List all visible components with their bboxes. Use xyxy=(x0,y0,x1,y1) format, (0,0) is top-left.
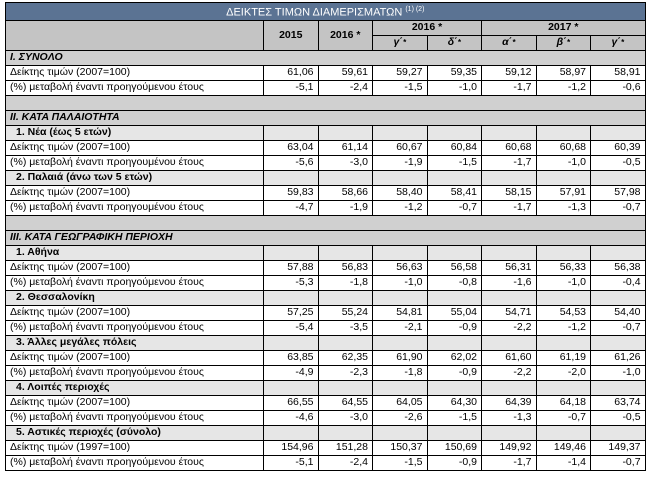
group-blank-cell xyxy=(318,125,373,140)
row-value: -1,5 xyxy=(373,80,428,95)
row-value: 57,88 xyxy=(264,260,319,275)
group-blank-cell xyxy=(318,170,373,185)
row-value: 61,26 xyxy=(591,350,646,365)
row-value: 57,25 xyxy=(264,305,319,320)
group-blank-cell xyxy=(427,425,482,440)
row-value: 59,12 xyxy=(482,65,537,80)
row-value: 64,39 xyxy=(482,395,537,410)
group-blank-cell xyxy=(591,335,646,350)
section-header-row xyxy=(6,110,646,125)
group-title: 1. Νέα (έως 5 ετών) xyxy=(6,125,264,140)
section-spacer xyxy=(6,95,646,110)
row-value: 149,92 xyxy=(482,440,537,455)
row-value: 59,61 xyxy=(318,65,373,80)
row-value: -1,0 xyxy=(373,275,428,290)
row-value: 64,18 xyxy=(536,395,591,410)
row-value: -1,7 xyxy=(482,155,537,170)
group-blank-cell xyxy=(373,335,428,350)
group-header-row xyxy=(6,380,646,395)
group-blank-cell xyxy=(536,425,591,440)
row-label: Δείκτης τιμών (2007=100) xyxy=(6,65,264,80)
row-value: 150,37 xyxy=(373,440,428,455)
group-blank-cell xyxy=(373,425,428,440)
row-value: -1,5 xyxy=(373,455,428,470)
table-title-text: ΔΕΙΚΤΕΣ ΤΙΜΩΝ ΔΙΑΜΕΡΙΣΜΑΤΩΝ xyxy=(226,6,403,19)
table-row xyxy=(6,320,646,335)
row-value: 63,04 xyxy=(264,140,319,155)
group-blank-cell xyxy=(373,380,428,395)
row-label: (%) μεταβολή έναντι προηγουμένου έτους xyxy=(6,155,264,170)
row-value: -5,3 xyxy=(264,275,319,290)
section-title: II. ΚΑΤΑ ΠΑΛΑΙΟΤΗΤΑ xyxy=(6,110,646,125)
row-value: 56,31 xyxy=(482,260,537,275)
group-blank-cell xyxy=(318,380,373,395)
row-value: 64,55 xyxy=(318,395,373,410)
header-year-2016: 2016 * xyxy=(318,20,373,50)
price-index-table xyxy=(5,2,646,471)
row-value: -3,0 xyxy=(318,155,373,170)
section-title: III. ΚΑΤΑ ΓΕΩΓΡΑΦΙΚΗ ΠΕΡΙΟΧΗ xyxy=(6,230,646,245)
row-value: 57,91 xyxy=(536,185,591,200)
group-blank-cell xyxy=(318,290,373,305)
row-value: -5,1 xyxy=(264,80,319,95)
row-value: -1,9 xyxy=(318,200,373,215)
row-value: -1,0 xyxy=(536,155,591,170)
table-row xyxy=(6,410,646,425)
header-quarter: β΄* xyxy=(536,35,591,50)
group-title: 4. Λοιπές περιοχές xyxy=(6,380,264,395)
section-spacer-cell xyxy=(6,215,646,230)
row-value: 55,04 xyxy=(427,305,482,320)
row-value: -1,8 xyxy=(318,275,373,290)
row-value: 59,27 xyxy=(373,65,428,80)
row-label: (%) μεταβολή έναντι προηγουμένου έτους xyxy=(6,200,264,215)
row-value: 61,06 xyxy=(264,65,319,80)
row-label: (%) μεταβολή έναντι προηγούμενου έτους xyxy=(6,410,264,425)
row-value: -4,9 xyxy=(264,365,319,380)
group-blank-cell xyxy=(264,425,319,440)
group-blank-cell xyxy=(482,425,537,440)
header-group-2016: 2016 * xyxy=(373,20,482,35)
group-title: 2. Θεσσαλονίκη xyxy=(6,290,264,305)
group-header-row xyxy=(6,335,646,350)
row-value: -3,0 xyxy=(318,410,373,425)
row-value: 57,98 xyxy=(591,185,646,200)
group-blank-cell xyxy=(482,380,537,395)
row-label: Δείκτης τιμών (2007=100) xyxy=(6,140,264,155)
row-value: -2,0 xyxy=(536,365,591,380)
row-value: -1,2 xyxy=(536,320,591,335)
row-value: -1,0 xyxy=(591,365,646,380)
row-value: -0,9 xyxy=(427,320,482,335)
row-value: -5,6 xyxy=(264,155,319,170)
row-value: -1,2 xyxy=(536,80,591,95)
row-value: -2,2 xyxy=(482,365,537,380)
group-blank-cell xyxy=(318,335,373,350)
section-spacer xyxy=(6,215,646,230)
table-row xyxy=(6,365,646,380)
table-row xyxy=(6,155,646,170)
row-value: -1,2 xyxy=(373,200,428,215)
group-blank-cell xyxy=(482,245,537,260)
row-value: -2,1 xyxy=(373,320,428,335)
group-blank-cell xyxy=(427,245,482,260)
table-row xyxy=(6,440,646,455)
row-value: -0,5 xyxy=(591,155,646,170)
section-title: I. ΣΥΝΟΛΟ xyxy=(6,50,646,65)
section-header-row xyxy=(6,230,646,245)
group-blank-cell xyxy=(482,125,537,140)
group-title: 1. Αθήνα xyxy=(6,245,264,260)
table-row xyxy=(6,65,646,80)
row-label: Δείκτης τιμών (2007=100) xyxy=(6,395,264,410)
group-blank-cell xyxy=(318,425,373,440)
row-value: -0,9 xyxy=(427,365,482,380)
group-blank-cell xyxy=(264,170,319,185)
header-quarter: γ΄* xyxy=(591,35,646,50)
group-title: 3. Άλλες μεγάλες πόλεις xyxy=(6,335,264,350)
row-value: -0,7 xyxy=(591,200,646,215)
row-value: -5,1 xyxy=(264,455,319,470)
row-value: 59,83 xyxy=(264,185,319,200)
row-value: -1,0 xyxy=(536,275,591,290)
row-label: (%) μεταβολή έναντι προηγούμενου έτους xyxy=(6,275,264,290)
row-value: 55,24 xyxy=(318,305,373,320)
group-header-row xyxy=(6,425,646,440)
group-header-row xyxy=(6,290,646,305)
group-blank-cell xyxy=(427,170,482,185)
row-value: 149,46 xyxy=(536,440,591,455)
table-body xyxy=(6,50,646,470)
row-value: 66,55 xyxy=(264,395,319,410)
row-label: (%) μεταβολή έναντι προηγούμενου έτους xyxy=(6,365,264,380)
row-value: 154,96 xyxy=(264,440,319,455)
group-blank-cell xyxy=(536,335,591,350)
row-value: -2,2 xyxy=(482,320,537,335)
group-blank-cell xyxy=(591,125,646,140)
header-quarter: γ΄* xyxy=(373,35,428,50)
row-value: -2,3 xyxy=(318,365,373,380)
row-value: 64,30 xyxy=(427,395,482,410)
table-row xyxy=(6,80,646,95)
group-header-row xyxy=(6,245,646,260)
row-value: -4,6 xyxy=(264,410,319,425)
row-value: -0,4 xyxy=(591,275,646,290)
row-value: -2,6 xyxy=(373,410,428,425)
group-blank-cell xyxy=(536,125,591,140)
table-title-footnote: (1) (2) xyxy=(405,6,425,13)
group-blank-cell xyxy=(536,290,591,305)
group-blank-cell xyxy=(264,125,319,140)
row-value: -1,3 xyxy=(536,200,591,215)
row-value: -4,7 xyxy=(264,200,319,215)
row-value: -1,7 xyxy=(482,200,537,215)
row-value: 60,84 xyxy=(427,140,482,155)
group-blank-cell xyxy=(591,425,646,440)
row-value: -1,6 xyxy=(482,275,537,290)
row-value: 58,91 xyxy=(591,65,646,80)
group-blank-cell xyxy=(482,290,537,305)
table-row xyxy=(6,185,646,200)
table-row xyxy=(6,350,646,365)
group-blank-cell xyxy=(591,170,646,185)
table-title-row xyxy=(6,3,646,21)
table-row xyxy=(6,260,646,275)
row-value: -0,5 xyxy=(591,410,646,425)
row-value: -1,3 xyxy=(482,410,537,425)
row-value: 56,33 xyxy=(536,260,591,275)
group-blank-cell xyxy=(427,335,482,350)
row-label: Δείκτης τιμών (2007=100) xyxy=(6,185,264,200)
group-blank-cell xyxy=(591,245,646,260)
row-value: 58,41 xyxy=(427,185,482,200)
row-value: -3,5 xyxy=(318,320,373,335)
section-spacer-cell xyxy=(6,95,646,110)
row-value: 60,68 xyxy=(482,140,537,155)
row-value: 58,66 xyxy=(318,185,373,200)
row-value: -1,4 xyxy=(536,455,591,470)
row-value: -0,7 xyxy=(591,320,646,335)
header-quarter: δ΄* xyxy=(427,35,482,50)
row-value: -1,8 xyxy=(373,365,428,380)
row-value: -1,5 xyxy=(427,410,482,425)
table-row xyxy=(6,455,646,470)
row-value: -1,7 xyxy=(482,455,537,470)
row-value: 60,39 xyxy=(591,140,646,155)
row-value: 61,90 xyxy=(373,350,428,365)
header-quarter: α΄* xyxy=(482,35,537,50)
group-blank-cell xyxy=(536,170,591,185)
row-value: -5,4 xyxy=(264,320,319,335)
group-blank-cell xyxy=(373,290,428,305)
group-blank-cell xyxy=(318,245,373,260)
row-label: Δείκτης τιμών (1997=100) xyxy=(6,440,264,455)
group-title: 2. Παλαιά (άνω των 5 ετών) xyxy=(6,170,264,185)
header-group-2017: 2017 * xyxy=(482,20,646,35)
section-header-row xyxy=(6,50,646,65)
row-value: 60,67 xyxy=(373,140,428,155)
row-value: -2,4 xyxy=(318,80,373,95)
row-value: 58,40 xyxy=(373,185,428,200)
row-value: -0,6 xyxy=(591,80,646,95)
group-blank-cell xyxy=(373,125,428,140)
group-blank-cell xyxy=(427,290,482,305)
row-value: -0,7 xyxy=(591,455,646,470)
row-value: 61,14 xyxy=(318,140,373,155)
row-value: 56,83 xyxy=(318,260,373,275)
group-blank-cell xyxy=(482,170,537,185)
row-label: Δείκτης τιμών (2007=100) xyxy=(6,350,264,365)
row-value: 58,15 xyxy=(482,185,537,200)
group-blank-cell xyxy=(536,245,591,260)
row-value: 54,40 xyxy=(591,305,646,320)
row-value: 54,71 xyxy=(482,305,537,320)
row-value: -1,0 xyxy=(427,80,482,95)
row-value: -1,9 xyxy=(373,155,428,170)
row-value: -0,8 xyxy=(427,275,482,290)
row-value: 58,97 xyxy=(536,65,591,80)
group-blank-cell xyxy=(373,170,428,185)
table-row xyxy=(6,200,646,215)
row-value: -1,5 xyxy=(427,155,482,170)
group-blank-cell xyxy=(482,335,537,350)
row-value: -0,7 xyxy=(536,410,591,425)
group-blank-cell xyxy=(591,380,646,395)
group-blank-cell xyxy=(264,245,319,260)
group-header-row xyxy=(6,170,646,185)
row-label: (%) μεταβολή έναντι προηγούμενου έτους xyxy=(6,80,264,95)
group-blank-cell xyxy=(264,335,319,350)
table-row xyxy=(6,275,646,290)
row-value: -0,7 xyxy=(427,200,482,215)
table-row xyxy=(6,395,646,410)
row-label: (%) μεταβολή έναντι προηγούμενου έτους xyxy=(6,320,264,335)
header-row-years xyxy=(6,20,646,35)
table-title xyxy=(6,3,646,21)
group-blank-cell xyxy=(264,290,319,305)
group-title: 5. Αστικές περιοχές (σύνολο) xyxy=(6,425,264,440)
row-value: 60,68 xyxy=(536,140,591,155)
row-value: 151,28 xyxy=(318,440,373,455)
table-row xyxy=(6,140,646,155)
group-blank-cell xyxy=(427,380,482,395)
row-label: Δείκτης τιμών (2007=100) xyxy=(6,260,264,275)
group-blank-cell xyxy=(373,245,428,260)
row-value: 62,02 xyxy=(427,350,482,365)
row-value: 56,38 xyxy=(591,260,646,275)
row-value: -0,9 xyxy=(427,455,482,470)
row-value: 149,37 xyxy=(591,440,646,455)
row-value: -2,4 xyxy=(318,455,373,470)
row-value: 62,35 xyxy=(318,350,373,365)
row-value: 54,81 xyxy=(373,305,428,320)
row-value: 56,63 xyxy=(373,260,428,275)
group-blank-cell xyxy=(264,380,319,395)
row-value: -1,7 xyxy=(482,80,537,95)
group-header-row xyxy=(6,125,646,140)
row-value: 56,58 xyxy=(427,260,482,275)
group-blank-cell xyxy=(536,380,591,395)
row-value: 59,35 xyxy=(427,65,482,80)
row-value: 61,19 xyxy=(536,350,591,365)
group-blank-cell xyxy=(591,290,646,305)
table-row xyxy=(6,305,646,320)
row-value: 54,53 xyxy=(536,305,591,320)
row-value: 63,85 xyxy=(264,350,319,365)
row-value: 64,05 xyxy=(373,395,428,410)
header-year-2015: 2015 xyxy=(264,20,319,50)
row-label: (%) μεταβολή έναντι προηγούμενου έτους xyxy=(6,455,264,470)
row-value: 61,60 xyxy=(482,350,537,365)
header-blank xyxy=(6,20,264,50)
row-value: 63,74 xyxy=(591,395,646,410)
row-value: 150,69 xyxy=(427,440,482,455)
group-blank-cell xyxy=(427,125,482,140)
row-label: Δείκτης τιμών (2007=100) xyxy=(6,305,264,320)
